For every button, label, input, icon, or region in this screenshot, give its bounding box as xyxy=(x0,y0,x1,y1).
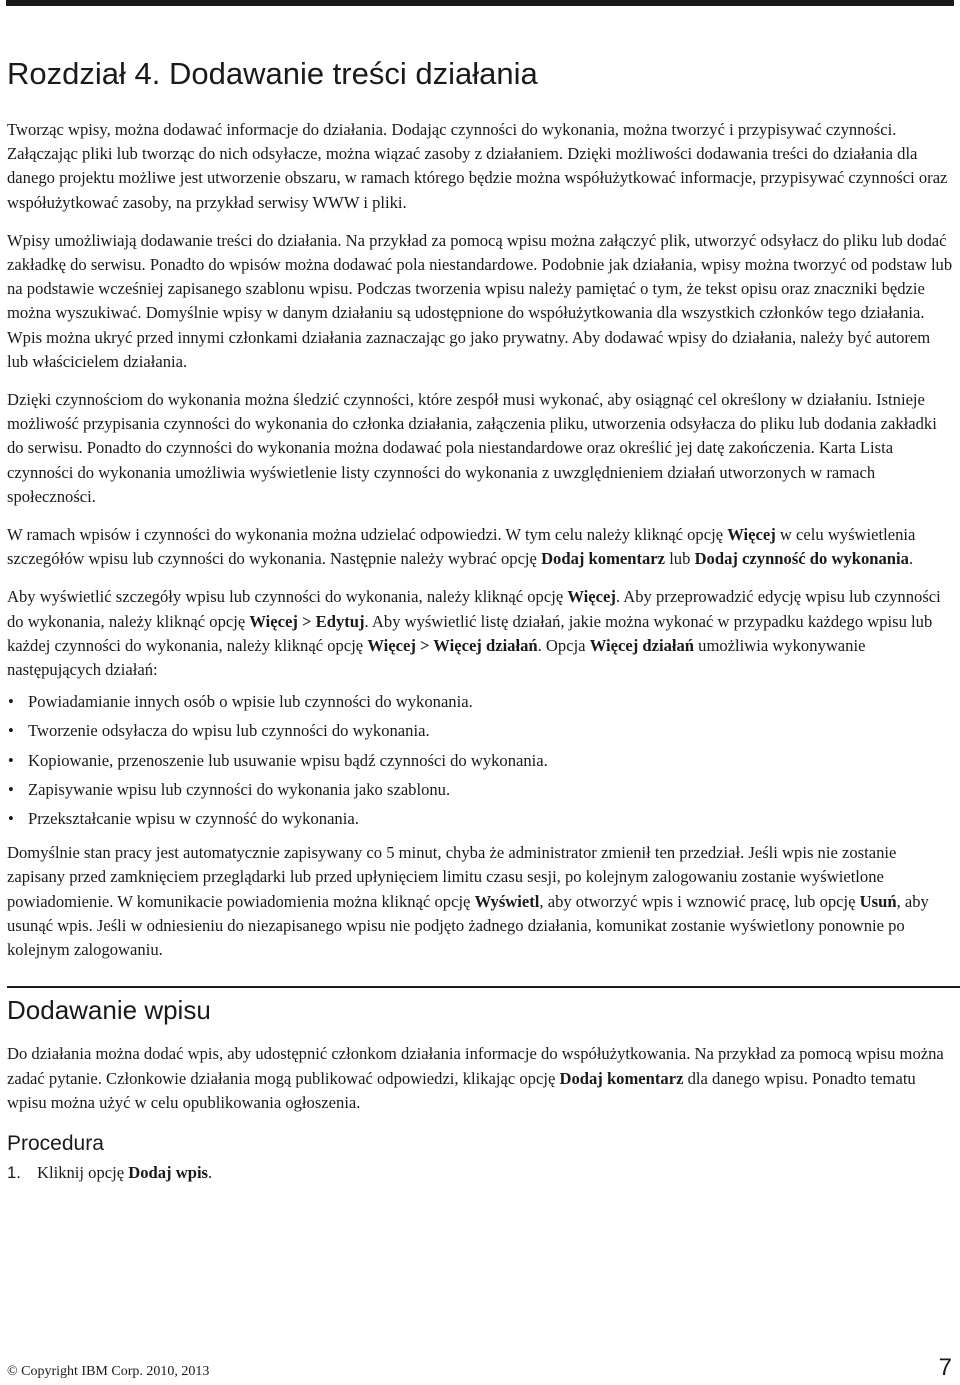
more-more-actions-option-label: Więcej > Więcej działań xyxy=(367,635,538,655)
list-item: • Kopiowanie, przenoszenie lub usuwanie wpisu bądź czynności do wykonania. xyxy=(7,749,953,773)
list-item: • Zapisywanie wpisu lub czynności do wykonania jako szablonu. xyxy=(7,778,953,802)
show-option-label: Wyświetl xyxy=(474,891,540,911)
list-item: • Przekształcanie wpisu w czynność do wykonania. xyxy=(7,807,953,831)
section-intro-paragraph: Do działania można dodać wpis, aby udostępnić członkom działania informacje do współużytkowania. Na przykład za pomocą wpisu można zadać pytanie. Członkowie działania mogą publikować odpowiedzi, klikając opcję Dodaj komentarz dla danego wpisu. Ponadto tematu wpisu można użyć w celu opublikowania ogłoszenia. xyxy=(7,1044,944,1112)
add-todo-option-label: Dodaj czynność do wykonania xyxy=(694,549,909,569)
add-entry-option-label: Dodaj wpis xyxy=(128,1162,209,1182)
procedure-heading: Procedura xyxy=(7,1131,104,1155)
list-item: • Tworzenie odsyłacza do wpisu lub czynności do wykonania. xyxy=(7,719,953,743)
step-number: 1. xyxy=(7,1162,21,1182)
more-actions-option-label: Więcej działań xyxy=(589,635,695,655)
responses-paragraph: W ramach wpisów i czynności do wykonania można udzielać odpowiedzi. W tym celu należy kliknąć opcję Więcej w celu wyświetlenia szczegółów wpisu lub czynności do wykonania. Następnie należy wybrać opcję Dodaj komentarz lub Dodaj czynność do wykonania. xyxy=(7,525,916,569)
more-actions-list xyxy=(7,690,953,831)
list-item: • Powiadamianie innych osób o wpisie lub czynności do wykonania. xyxy=(7,690,953,714)
details-paragraph: Aby wyświetlić szczegóły wpisu lub czynności do wykonania, należy kliknąć opcję Więcej. Aby przeprowadzić edycję wpisu lub czynności do wykonania, należy kliknąć opcję Więcej > Edytuj. Aby wyświetlić listę działań, jakie można wykonać w przypadku każdego wpisu lub każdej czynności do wykonania, należy kliknąć opcję Więcej > Więcej działań. Opcja Więcej działań umożliwia wykonywanie następujących działań: xyxy=(7,587,941,680)
delete-option-label: Usuń xyxy=(859,891,897,911)
chapter-title: Rozdział 4. Dodawanie treści działania xyxy=(7,56,538,91)
procedure-steps xyxy=(7,1161,953,1185)
section-divider xyxy=(7,986,960,988)
copyright-text: © Copyright IBM Corp. 2010, 2013 xyxy=(7,1364,210,1379)
page-footer xyxy=(7,1354,952,1384)
add-comment-option-label: Dodaj komentarz xyxy=(541,549,666,569)
page-number: 7 xyxy=(938,1354,952,1381)
add-comment-option-label: Dodaj komentarz xyxy=(559,1068,684,1088)
section-heading: Dodawanie wpisu xyxy=(7,995,211,1026)
procedure-step: 1. Kliknij opcję Dodaj wpis. xyxy=(7,1161,953,1185)
page-content xyxy=(7,52,953,1185)
intro-paragraph: Tworząc wpisy, można dodawać informacje do działania. Dodając czynności do wykonania, można tworzyć i przypisywać czynności. Załączając pliki lub tworząc do nich odsyłacze, można wiązać zasoby z działaniem. Dzięki możliwości dodawania treści do działania dla danego projektu możliwe jest utworzenie obszaru, w ramach którego będzie można współużytkować informacje, przypisywać czynności oraz współużytkować zasoby, na przykład serwisy WWW i pliki. xyxy=(7,120,948,212)
autosave-paragraph: Domyślnie stan pracy jest automatycznie zapisywany co 5 minut, chyba że administrator zmienił ten przedział. Jeśli wpis nie zostanie zapisany przed zamknięciem przeglądarki lub przed upłynięciem limitu czasu sesji, po kolejnym zalogowaniu zostanie wyświetlone powiadomienie. W komunikacie powiadomienia można kliknąć opcję Wyświetl, aby otworzyć wpis i wznowić pracę, lub opcję Usuń, aby usunąć wpis. Jeśli w odniesieniu do niezapisanego wpisu nie podjęto żadnego działania, komunikat zostanie wyświetlony ponownie po kolejnym zalogowaniu. xyxy=(7,843,929,960)
todos-paragraph: Dzięki czynnościom do wykonania można śledzić czynności, które zespół musi wykonać, aby osiągnąć cel określony w działaniu. Istnieje możliwość przypisania czynności do wykonania do członka działania, załączenia pliku, utworzenia odsyłacza do pliku lub dodania zakładki do serwisu. Ponadto do czynności do wykonania można dodawać pola niestandardowe oraz określić jej datę zakończenia. Karta Lista czynności do wykonania umożliwia wyświetlenie listy czynności do wykonania z uwzględnieniem działań utworzonych w ramach społeczności. xyxy=(7,390,937,506)
more-option-label: Więcej xyxy=(727,525,776,545)
top-rule xyxy=(6,0,954,6)
more-edit-option-label: Więcej > Edytuj xyxy=(249,611,365,631)
entries-paragraph: Wpisy umożliwiają dodawanie treści do działania. Na przykład za pomocą wpisu można załączyć plik, utworzyć odsyłacz do pliku lub dodać zakładkę do serwisu. Ponadto do wpisów można dodawać pola niestandardowe. Podobnie jak działania, wpisy można tworzyć od podstaw lub na podstawie wcześniej zapisanego szablonu wpisu. Podczas tworzenia wpisu należy pamiętać o tym, że tekst opisu oraz znaczniki będzie można wyszukiwać. Domyślnie wpisy w danym działaniu są udostępnione do współużytkowania dla wszystkich członków tego działania. Wpis można ukryć przed innymi członkami działania zaznaczając go jako prywatny. Aby dodawać wpisy do działania, należy być autorem lub właścicielem działania. xyxy=(7,230,953,371)
more-option-label: Więcej xyxy=(567,587,616,607)
